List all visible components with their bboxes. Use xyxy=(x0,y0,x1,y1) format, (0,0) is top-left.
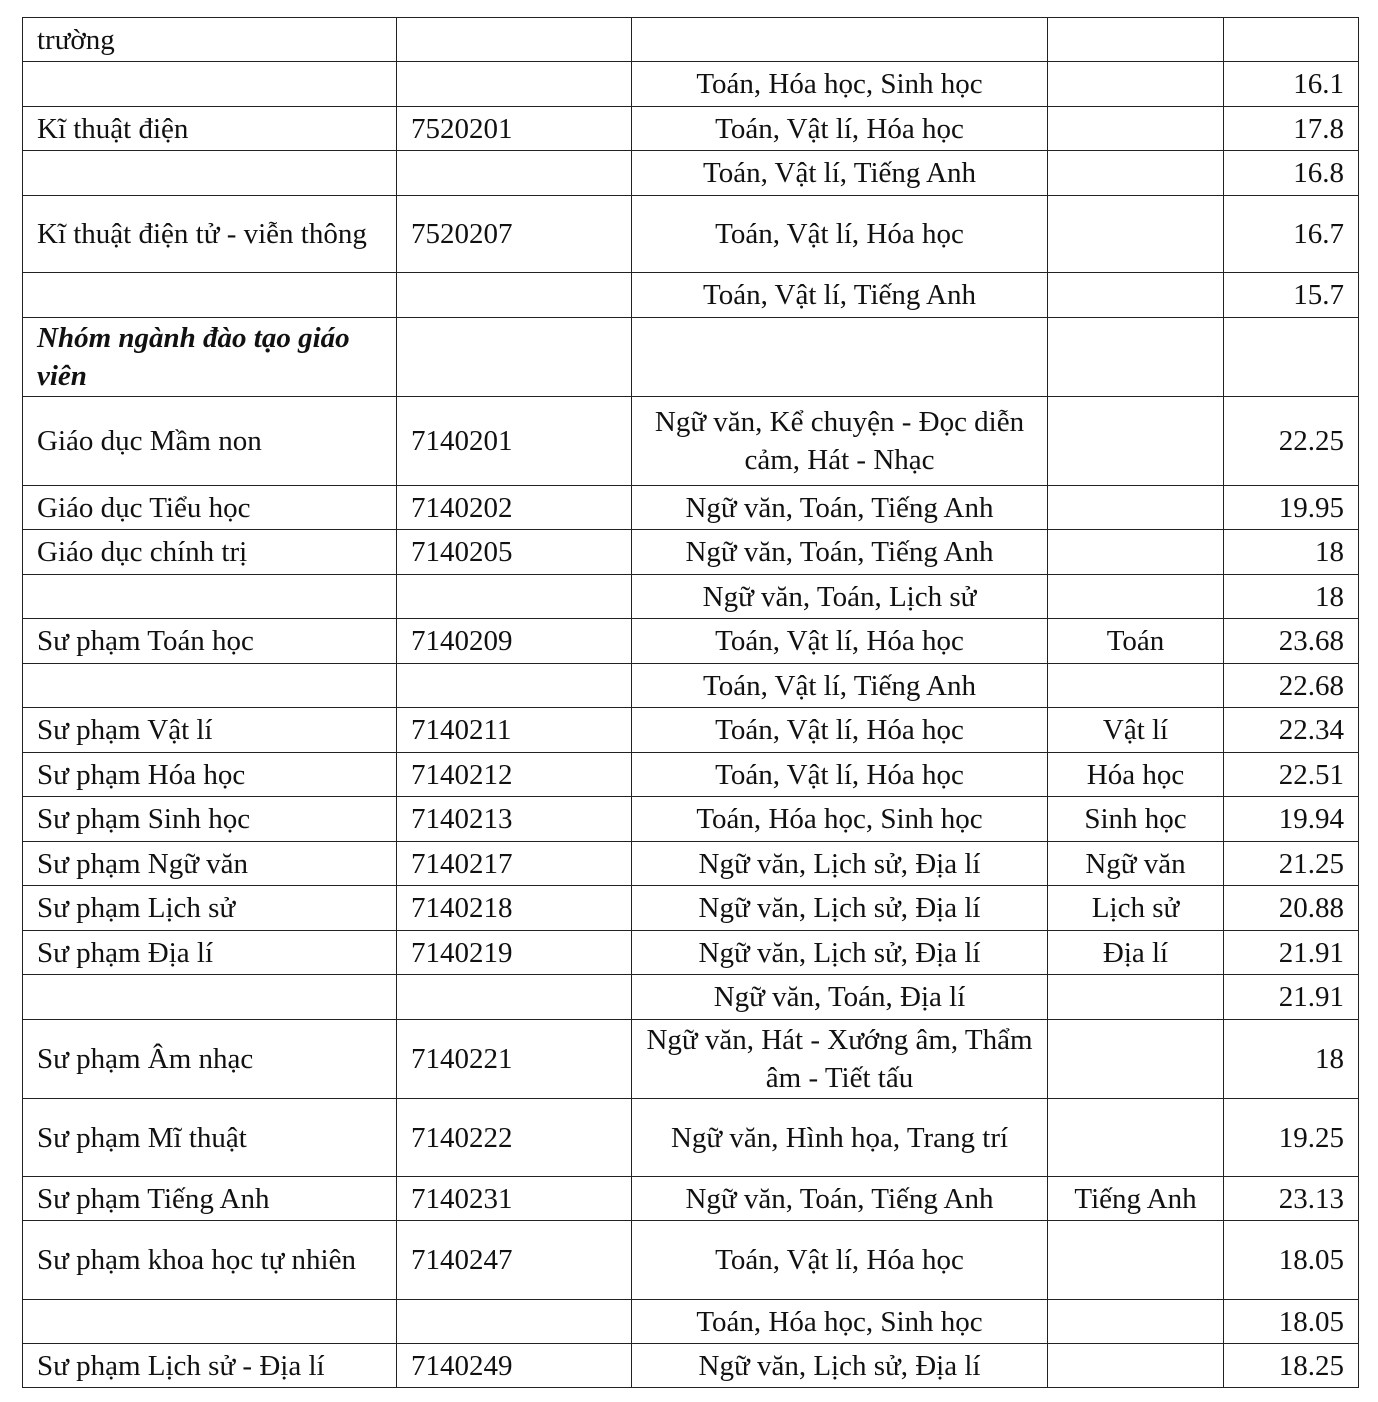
main-subject-cell: Vật lí xyxy=(1048,708,1224,753)
score-cell: 16.8 xyxy=(1224,151,1359,196)
main-subject-cell xyxy=(1048,318,1224,397)
major-code-cell: 7520201 xyxy=(397,107,632,151)
major-code-cell xyxy=(397,318,632,397)
main-subject-cell xyxy=(1048,397,1224,486)
table-row xyxy=(23,1177,1359,1221)
score-cell xyxy=(1224,18,1359,62)
main-subject-cell xyxy=(1048,1221,1224,1300)
subject-combination-cell: Toán, Vật lí, Hóa học xyxy=(632,196,1048,273)
major-name-cell: Sư phạm Địa lí xyxy=(23,931,397,975)
score-cell: 18 xyxy=(1224,1020,1359,1099)
score-cell: 18.25 xyxy=(1224,1344,1359,1388)
subject-combination-cell: Ngữ văn, Kể chuyện - Đọc diễn cảm, Hát - Nhạc xyxy=(632,397,1048,486)
score-cell: 15.7 xyxy=(1224,273,1359,318)
main-subject-cell xyxy=(1048,196,1224,273)
major-code-cell xyxy=(397,664,632,708)
subject-combination-cell: Ngữ văn, Hình họa, Trang trí xyxy=(632,1099,1048,1177)
subject-combination-cell: Toán, Vật lí, Hóa học xyxy=(632,619,1048,664)
major-name-cell: Sư phạm Ngữ văn xyxy=(23,842,397,886)
table-row xyxy=(23,664,1359,708)
table-row xyxy=(23,619,1359,664)
subject-combination-cell: Ngữ văn, Lịch sử, Địa lí xyxy=(632,931,1048,975)
major-name-cell: Kĩ thuật điện tử - viễn thông xyxy=(23,196,397,273)
main-subject-cell xyxy=(1048,273,1224,318)
subject-combination-cell: Toán, Vật lí, Hóa học xyxy=(632,708,1048,753)
main-subject-cell xyxy=(1048,62,1224,107)
major-code-cell: 7140213 xyxy=(397,797,632,842)
score-cell: 23.68 xyxy=(1224,619,1359,664)
major-code-cell: 7140211 xyxy=(397,708,632,753)
subject-combination-cell: Ngữ văn, Toán, Địa lí xyxy=(632,975,1048,1020)
major-name-cell xyxy=(23,975,397,1020)
major-code-cell: 7140247 xyxy=(397,1221,632,1300)
main-subject-cell: Toán xyxy=(1048,619,1224,664)
score-cell: 18 xyxy=(1224,575,1359,619)
score-cell: 19.95 xyxy=(1224,486,1359,530)
subject-combination-cell: Ngữ văn, Lịch sử, Địa lí xyxy=(632,886,1048,931)
score-cell: 18.05 xyxy=(1224,1300,1359,1344)
major-code-cell: 7140205 xyxy=(397,530,632,575)
major-code-cell xyxy=(397,62,632,107)
major-code-cell: 7140219 xyxy=(397,931,632,975)
major-name-cell: Sư phạm Lịch sử xyxy=(23,886,397,931)
subject-combination-cell: Toán, Hóa học, Sinh học xyxy=(632,62,1048,107)
table-row xyxy=(23,1221,1359,1300)
major-name-cell xyxy=(23,1300,397,1344)
score-cell: 16.1 xyxy=(1224,62,1359,107)
subject-combination-cell: Toán, Vật lí, Hóa học xyxy=(632,753,1048,797)
major-name-cell: trường xyxy=(23,18,397,62)
major-name-cell: Sư phạm khoa học tự nhiên xyxy=(23,1221,397,1300)
subject-combination-cell: Toán, Vật lí, Tiếng Anh xyxy=(632,273,1048,318)
subject-combination-cell: Ngữ văn, Toán, Tiếng Anh xyxy=(632,530,1048,575)
major-name-cell: Sư phạm Sinh học xyxy=(23,797,397,842)
subject-combination-cell xyxy=(632,18,1048,62)
table-row xyxy=(23,1344,1359,1388)
major-name-cell xyxy=(23,575,397,619)
table-row xyxy=(23,1300,1359,1344)
table-row xyxy=(23,753,1359,797)
main-subject-cell xyxy=(1048,107,1224,151)
table-row xyxy=(23,107,1359,151)
table-row xyxy=(23,273,1359,318)
score-cell: 21.91 xyxy=(1224,931,1359,975)
major-name-cell: Kĩ thuật điện xyxy=(23,107,397,151)
score-cell xyxy=(1224,318,1359,397)
table-row xyxy=(23,797,1359,842)
subject-combination-cell: Ngữ văn, Toán, Lịch sử xyxy=(632,575,1048,619)
table-row xyxy=(23,575,1359,619)
subject-combination-cell: Toán, Vật lí, Tiếng Anh xyxy=(632,664,1048,708)
major-code-cell xyxy=(397,1300,632,1344)
score-cell: 22.68 xyxy=(1224,664,1359,708)
subject-combination-cell: Toán, Vật lí, Hóa học xyxy=(632,1221,1048,1300)
score-cell: 18.05 xyxy=(1224,1221,1359,1300)
subject-combination-cell: Toán, Hóa học, Sinh học xyxy=(632,797,1048,842)
main-subject-cell: Ngữ văn xyxy=(1048,842,1224,886)
subject-combination-cell: Ngữ văn, Lịch sử, Địa lí xyxy=(632,842,1048,886)
main-subject-cell xyxy=(1048,575,1224,619)
table-row xyxy=(23,18,1359,62)
subject-combination-cell: Ngữ văn, Hát - Xướng âm, Thẩm âm - Tiết tấu xyxy=(632,1020,1048,1099)
score-cell: 22.51 xyxy=(1224,753,1359,797)
main-subject-cell xyxy=(1048,1099,1224,1177)
score-cell: 19.25 xyxy=(1224,1099,1359,1177)
table-row xyxy=(23,842,1359,886)
score-cell: 19.94 xyxy=(1224,797,1359,842)
major-code-cell xyxy=(397,18,632,62)
table-row xyxy=(23,931,1359,975)
major-name-cell: Giáo dục Tiểu học xyxy=(23,486,397,530)
major-code-cell: 7140222 xyxy=(397,1099,632,1177)
main-subject-cell xyxy=(1048,530,1224,575)
major-name-cell: Nhóm ngành đào tạo giáo viên xyxy=(23,318,397,397)
major-name-cell xyxy=(23,273,397,318)
table-row xyxy=(23,62,1359,107)
major-code-cell: 7140249 xyxy=(397,1344,632,1388)
major-name-cell: Sư phạm Mĩ thuật xyxy=(23,1099,397,1177)
major-code-cell: 7140202 xyxy=(397,486,632,530)
major-code-cell: 7140209 xyxy=(397,619,632,664)
subject-combination-cell: Ngữ văn, Toán, Tiếng Anh xyxy=(632,486,1048,530)
admission-score-table xyxy=(22,17,1359,1388)
table-body xyxy=(23,18,1359,1388)
major-name-cell: Giáo dục Mầm non xyxy=(23,397,397,486)
table-row xyxy=(23,886,1359,931)
main-subject-cell xyxy=(1048,486,1224,530)
major-code-cell: 7140212 xyxy=(397,753,632,797)
major-name-cell: Sư phạm Toán học xyxy=(23,619,397,664)
score-cell: 22.25 xyxy=(1224,397,1359,486)
major-name-cell xyxy=(23,664,397,708)
subject-combination-cell xyxy=(632,318,1048,397)
table-row xyxy=(23,975,1359,1020)
major-code-cell: 7140231 xyxy=(397,1177,632,1221)
major-name-cell: Sư phạm Tiếng Anh xyxy=(23,1177,397,1221)
main-subject-cell xyxy=(1048,1020,1224,1099)
table-row xyxy=(23,397,1359,486)
score-cell: 18 xyxy=(1224,530,1359,575)
main-subject-cell xyxy=(1048,18,1224,62)
score-cell: 16.7 xyxy=(1224,196,1359,273)
subject-combination-cell: Toán, Vật lí, Hóa học xyxy=(632,107,1048,151)
main-subject-cell xyxy=(1048,975,1224,1020)
main-subject-cell: Sinh học xyxy=(1048,797,1224,842)
table-row xyxy=(23,318,1359,397)
main-subject-cell: Địa lí xyxy=(1048,931,1224,975)
major-code-cell xyxy=(397,575,632,619)
major-code-cell: 7140221 xyxy=(397,1020,632,1099)
major-name-cell xyxy=(23,151,397,196)
major-name-cell: Sư phạm Vật lí xyxy=(23,708,397,753)
table-row xyxy=(23,151,1359,196)
subject-combination-cell: Toán, Vật lí, Tiếng Anh xyxy=(632,151,1048,196)
score-cell: 21.25 xyxy=(1224,842,1359,886)
main-subject-cell xyxy=(1048,1344,1224,1388)
major-code-cell: 7140201 xyxy=(397,397,632,486)
score-cell: 21.91 xyxy=(1224,975,1359,1020)
main-subject-cell xyxy=(1048,664,1224,708)
main-subject-cell xyxy=(1048,151,1224,196)
score-cell: 20.88 xyxy=(1224,886,1359,931)
major-name-cell: Sư phạm Lịch sử - Địa lí xyxy=(23,1344,397,1388)
subject-combination-cell: Ngữ văn, Lịch sử, Địa lí xyxy=(632,1344,1048,1388)
main-subject-cell: Hóa học xyxy=(1048,753,1224,797)
major-name-cell: Giáo dục chính trị xyxy=(23,530,397,575)
table-row xyxy=(23,708,1359,753)
table-row xyxy=(23,486,1359,530)
table-row xyxy=(23,530,1359,575)
table-row xyxy=(23,196,1359,273)
score-cell: 23.13 xyxy=(1224,1177,1359,1221)
subject-combination-cell: Toán, Hóa học, Sinh học xyxy=(632,1300,1048,1344)
main-subject-cell: Tiếng Anh xyxy=(1048,1177,1224,1221)
major-name-cell xyxy=(23,62,397,107)
major-name-cell: Sư phạm Âm nhạc xyxy=(23,1020,397,1099)
major-code-cell xyxy=(397,273,632,318)
major-code-cell: 7520207 xyxy=(397,196,632,273)
main-subject-cell: Lịch sử xyxy=(1048,886,1224,931)
table-row xyxy=(23,1099,1359,1177)
subject-combination-cell: Ngữ văn, Toán, Tiếng Anh xyxy=(632,1177,1048,1221)
score-cell: 22.34 xyxy=(1224,708,1359,753)
major-code-cell xyxy=(397,975,632,1020)
table-row xyxy=(23,1020,1359,1099)
major-code-cell xyxy=(397,151,632,196)
major-code-cell: 7140217 xyxy=(397,842,632,886)
main-subject-cell xyxy=(1048,1300,1224,1344)
major-name-cell: Sư phạm Hóa học xyxy=(23,753,397,797)
score-cell: 17.8 xyxy=(1224,107,1359,151)
major-code-cell: 7140218 xyxy=(397,886,632,931)
